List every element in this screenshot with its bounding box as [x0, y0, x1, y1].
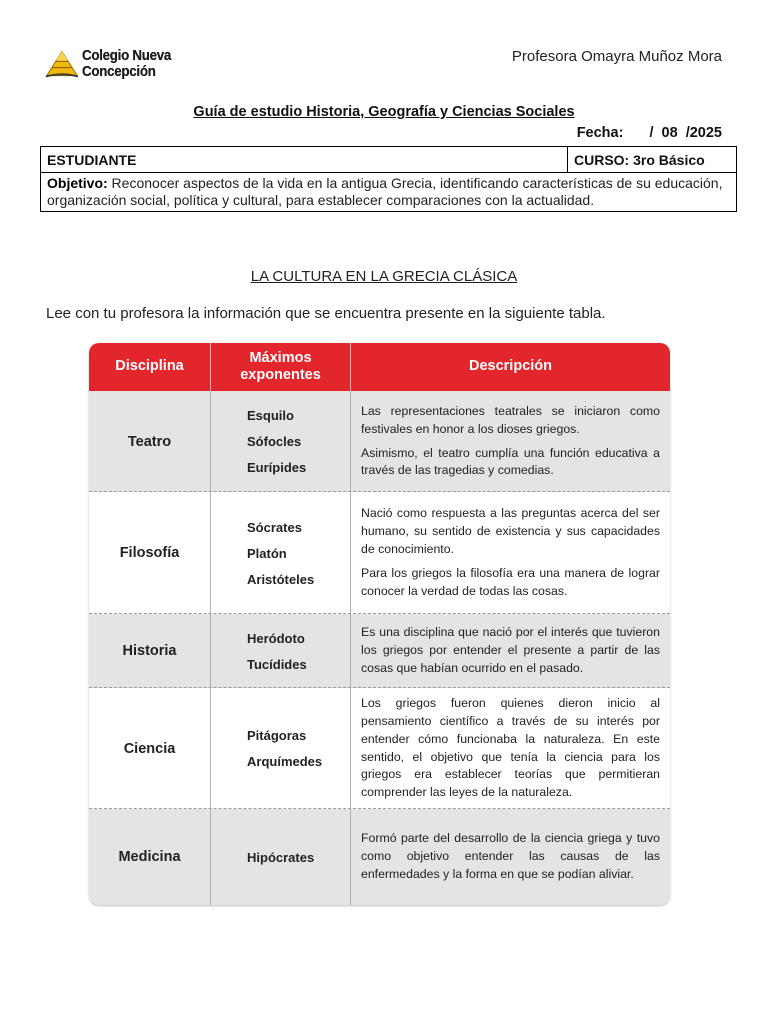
section-title: LA CULTURA EN LA GRECIA CLÁSICA — [250, 268, 518, 285]
exponent: Heródoto — [247, 630, 305, 646]
student-info-table — [40, 146, 737, 212]
table-header — [89, 343, 670, 391]
description-paragraph: Asimismo, el teatro cumplía una función educativa a través de las tragedias y comedias. — [361, 445, 660, 478]
exponent: Esquilo — [247, 408, 294, 423]
exponent: Sófocles — [247, 434, 302, 449]
description-cell — [351, 809, 670, 905]
description-paragraph: Los griegos fueron quienes dieron inicio al pensamiento científico a través de su interés por entender cómo funcionaba la naturaleza. En este sentido, el objetivo que tenía la ciencia para los griegos era establecer teorías que permitieran comprender las leyes de la naturaleza. — [361, 696, 660, 800]
table-row — [89, 688, 670, 809]
date-field — [577, 125, 722, 141]
description-paragraph: Para los griegos la filosofía era una manera de lograr conocer la verdad de todas las cosas. — [361, 565, 660, 598]
exponents-cell — [211, 614, 351, 688]
exponents-cell — [211, 492, 351, 614]
school-logo — [44, 46, 244, 82]
discipline-cell: Ciencia — [89, 688, 211, 809]
intro-text: Lee con tu profesora la información que se encuentra presente en la siguiente tabla. — [46, 305, 606, 322]
discipline-cell: Filosofía — [89, 492, 211, 614]
exponent: Aristóteles — [247, 571, 315, 587]
header-exponentes: Máximos exponentes — [211, 343, 351, 391]
header-descripcion: Descripción — [469, 358, 552, 375]
exponent: Sócrates — [247, 519, 302, 535]
table-row — [89, 492, 670, 614]
description-paragraph: Es una disciplina que nació por el interés que tuvieron los griegos por entender el presente a partir de las cosas que habían ocurrido en el pasado. — [361, 625, 660, 675]
discipline-cell: Teatro — [89, 391, 211, 492]
table-row — [89, 614, 670, 688]
description-cell — [351, 614, 670, 688]
culture-table — [89, 343, 670, 905]
objective-text: Reconocer aspectos de la vida en la antigua Grecia, identificando características de su educación, organización social, política y cultural, para establecer comparaciones con la actualidad. — [47, 175, 723, 208]
discipline-cell: Medicina — [89, 809, 211, 905]
table-row — [89, 391, 670, 492]
exponents-cell — [211, 809, 351, 905]
discipline-cell: Historia — [89, 614, 211, 688]
school-name: Colegio Nueva Concepción — [81, 48, 171, 80]
description-cell — [351, 688, 670, 809]
exponent: Pitágoras — [247, 728, 307, 743]
exponent: Platón — [247, 545, 287, 561]
description-cell — [351, 391, 670, 492]
document-title: Guía de estudio Historia, Geografía y Ciencias Sociales — [193, 104, 575, 120]
exponents-cell — [211, 391, 351, 492]
objective-label: Objetivo: — [47, 175, 108, 191]
exponent: Tucídides — [247, 656, 307, 672]
date-label: Fecha: — [576, 125, 624, 141]
pyramid-logo-icon — [44, 47, 80, 81]
exponent: Eurípides — [247, 460, 307, 475]
date-value: / 08 /2025 — [649, 125, 722, 141]
exponents-cell — [211, 688, 351, 809]
header-disciplina: Disciplina — [89, 343, 211, 391]
description-cell — [351, 492, 670, 614]
description-paragraph: Nació como respuesta a las preguntas acerca del ser humano, su sentido de existencia y sus capacidades de conocimiento. — [361, 506, 660, 557]
description-paragraph: Formó parte del desarrollo de la ciencia griega y tuvo como objetivo entender las causas de las enfermedades y la forma en que se podían aliviar. — [361, 831, 660, 881]
table-row — [89, 809, 670, 905]
student-label: ESTUDIANTE — [41, 147, 568, 173]
exponent: Hipócrates — [247, 849, 315, 865]
objective — [41, 173, 737, 212]
exponent: Arquímedes — [247, 754, 323, 769]
course-label: CURSO: 3ro Básico — [568, 147, 737, 173]
description-paragraph: Las representaciones teatrales se iniciaron como festivales en honor a los dioses griegos. — [361, 403, 660, 436]
teacher-name: Profesora Omayra Muñoz Mora — [511, 48, 722, 65]
